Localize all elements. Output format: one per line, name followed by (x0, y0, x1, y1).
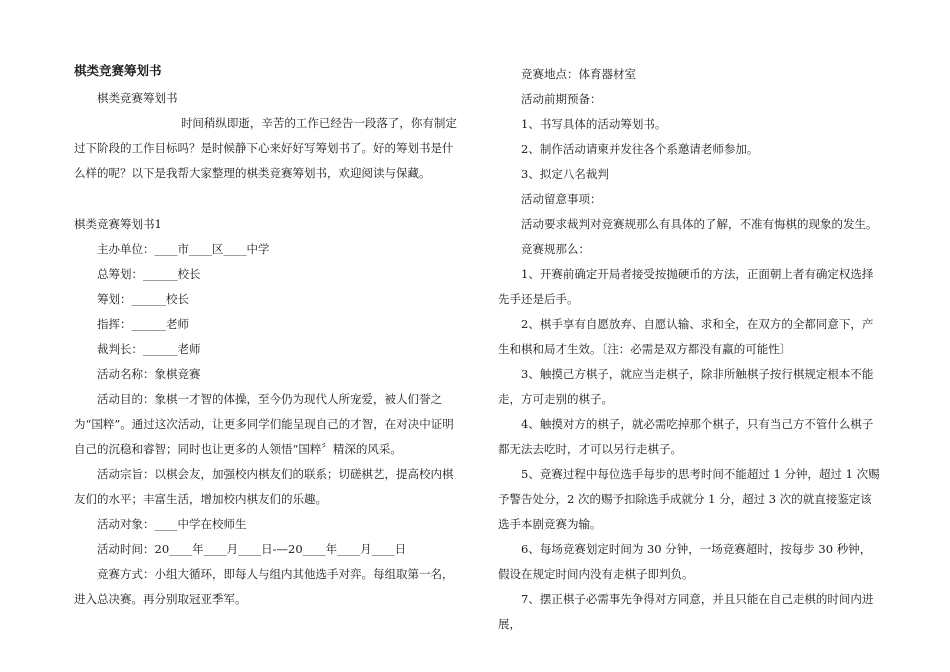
paragraph: 活动宗旨：以棋会友，加强校内棋友们的联系；切磋棋艺，提高校内棋友们的水平；丰富生活，增加校内棋友们的乐趣。 (74, 467, 454, 506)
paragraph: 活动名称：象棋竞赛 (97, 367, 201, 381)
paragraph: 6、每场竞赛划定时间为 30 分钟，一场竞赛超时，按每步 30 秒钟，假设在规定时间内没有走棋子即判负。 (498, 542, 872, 581)
paragraph: 指挥：______老师 (97, 317, 189, 331)
right-column (498, 62, 880, 637)
paragraph: 2、棋手享有自愿放弃、自愿认输、求和全，在双方的全都同意下，产生和棋和局才生效。〔注：必需是双方都没有赢的可能性〕 (498, 317, 874, 356)
paragraph: 总筹划：______校长 (97, 267, 201, 281)
document-title: 棋类竞赛筹划书 (74, 63, 162, 78)
paragraph: 7、摆正棋子必需事先争得对方同意，并且只能在自己走棋的时间内进展， (498, 592, 874, 631)
paragraph: 活动要求裁判对竞赛规那么有具体的了解，不准有悔棋的现象的发生。 (521, 217, 878, 231)
paragraph: 5、竞赛过程中每位选手每步的思考时间不能超过 1 分钟，超过 1 次赐予警告处分，2 次的赐予扣除选手成就分 1 分，超过 3 次的就直接鉴定该选手本剧竞赛为输。 (498, 467, 880, 531)
spacer (74, 186, 457, 212)
intro-paragraph: 时间稍纵即逝，辛苦的工作已经告一段落了，你有制定过下阶段的工作目标吗？是时候静下心来好好写筹划书了。好的筹划书是什么样的呢？以下是我帮大家整理的棋类竞赛筹划书，欢迎阅读与保藏。 (74, 116, 457, 180)
paragraph: 1、开赛前确定开局者接受按抛硬币的方法，正面朝上者有确定权选择先手还是后手。 (498, 267, 874, 306)
paragraph: 3、拟定八名裁判 (521, 167, 609, 181)
left-column (74, 62, 457, 612)
paragraph: 竞赛方式：小组大循环，即每人与组内其他选手对弈。每组取第一名，进入总决赛。再分别取冠亚季军。 (74, 567, 454, 606)
paragraph: 活动目的：象棋一才智的体操，至今仍为现代人所宠爱，被人们誉之为“国粹”。通过这次活动，让更多同学们能呈现自己的才智，在对决中证明自己的沉稳和睿智；同时也让更多的人领悟“国粹〞精深的风采。 (74, 392, 454, 456)
paragraph: 活动对象：____中学在校师生 (97, 517, 247, 531)
paragraph: 竞赛地点：体育器材室 (521, 67, 636, 81)
paragraph: 4、触摸对方的棋子，就必需吃掉那个棋子，只有当己方不管什么棋子都无法去吃时，才可以另行走棋子。 (498, 417, 874, 456)
paragraph: 裁判长：______老师 (97, 342, 201, 356)
paragraph: 3、触摸己方棋子，就应当走棋子，除非所触棋子按行棋规定根本不能走，方可走别的棋子。 (498, 367, 874, 406)
paragraph: 主办单位：____市____区____中学 (97, 242, 270, 256)
paragraph: 1、书写具体的活动筹划书。 (521, 117, 667, 131)
paragraph: 活动时间：20____年____月____日-—20____年____月____日 (97, 542, 407, 556)
document-subtitle: 棋类竞赛筹划书 (97, 91, 178, 105)
paragraph: 活动前期预备： (521, 92, 602, 106)
paragraph: 筹划：______校长 (97, 292, 189, 306)
paragraph: 活动留意事项： (521, 192, 602, 206)
section-title: 棋类竞赛筹划书1 (74, 217, 162, 231)
paragraph: 2、制作活动请柬并发往各个系邀请老师参加。 (521, 142, 759, 156)
paragraph: 竞赛规那么： (521, 242, 590, 256)
